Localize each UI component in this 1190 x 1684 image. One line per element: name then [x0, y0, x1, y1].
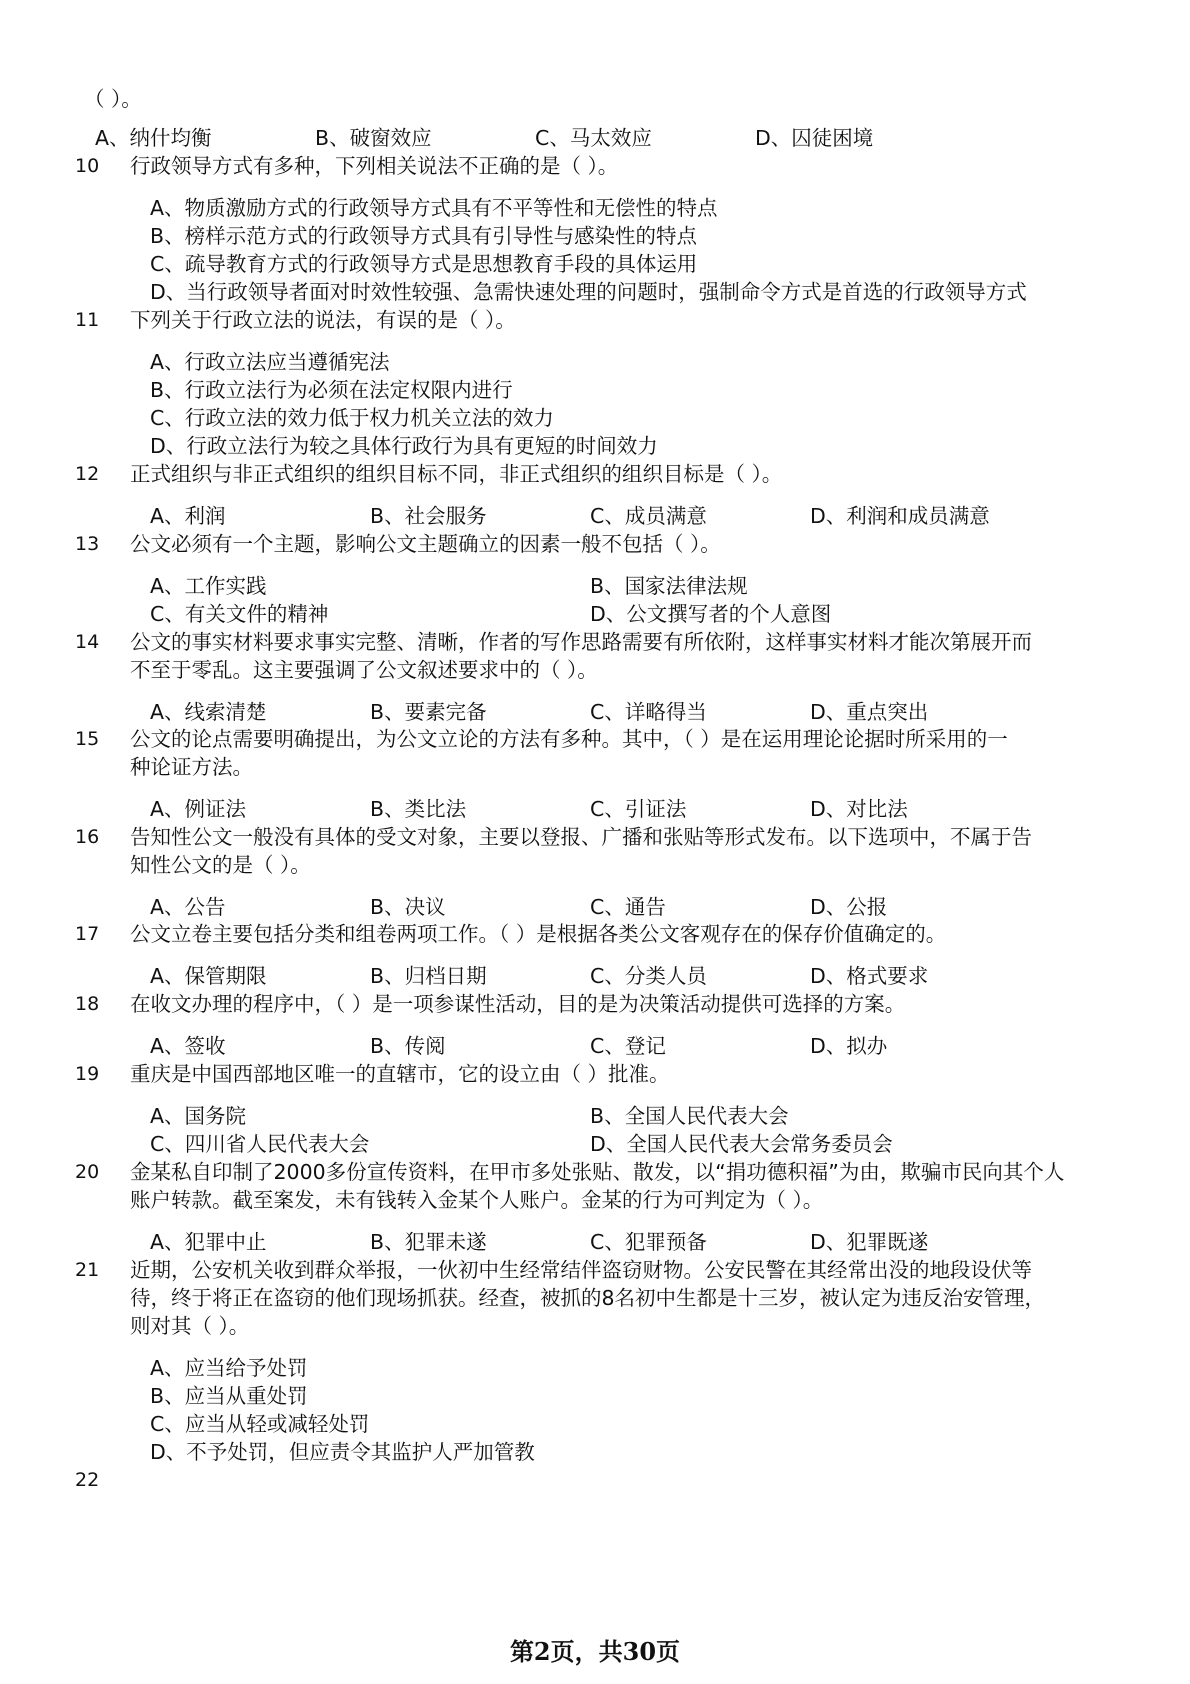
question-16-number: 16: [75, 826, 100, 848]
question-22-number: 22: [75, 1469, 100, 1491]
question-14-option-c: C、详略得当: [590, 700, 707, 724]
question-16-option-d: D、公报: [810, 895, 888, 919]
question-18-option-a: A、签收: [150, 1034, 226, 1058]
question-18-option-d: D、拟办: [810, 1034, 888, 1058]
question-9-option-c: C、马太效应: [535, 126, 652, 150]
question-21-stem-line-3: 则对其（ ）。: [130, 1314, 250, 1338]
question-13-option-a: A、工作实践: [150, 574, 267, 598]
question-19-option-a: A、国务院: [150, 1104, 247, 1128]
question-12-option-a: A、利润: [150, 504, 226, 528]
question-17-stem: 公文立卷主要包括分类和组卷两项工作。（ ）是根据各类公文客观存在的保存价值确定的。: [130, 922, 947, 946]
question-18-option-c: C、登记: [590, 1034, 666, 1058]
question-16-stem-line-2: 知性公文的是（ ）。: [130, 853, 311, 877]
question-10-stem: 行政领导方式有多种，下列相关说法不正确的是（ ）。: [130, 154, 619, 178]
question-17-option-c: C、分类人员: [590, 964, 707, 988]
question-12-option-b: B、社会服务: [370, 504, 487, 528]
question-14-option-b: B、要素完备: [370, 700, 487, 724]
question-12-number: 12: [75, 463, 100, 485]
question-10-option-c: C、疏导教育方式的行政领导方式是思想教育手段的具体运用: [150, 252, 698, 276]
question-14-number: 14: [75, 631, 100, 653]
question-21-option-a: A、应当给予处罚: [150, 1356, 308, 1380]
question-17-option-d: D、格式要求: [810, 964, 929, 988]
question-10-option-d: D、当行政领导者面对时效性较强、急需快速处理的问题时，强制命令方式是首选的行政领导方式: [150, 280, 1027, 304]
question-18-option-b: B、传阅: [370, 1034, 446, 1058]
question-12-option-c: C、成员满意: [590, 504, 707, 528]
question-20-option-c: C、犯罪预备: [590, 1230, 707, 1254]
question-10-number: 10: [75, 155, 100, 177]
question-11-option-d: D、行政立法行为较之具体行政行为具有更短的时间效力: [150, 434, 658, 458]
question-13-number: 13: [75, 533, 100, 555]
question-18-number: 18: [75, 993, 100, 1015]
question-17-number: 17: [75, 923, 100, 945]
question-19-option-d: D、全国人民代表大会常务委员会: [590, 1132, 893, 1156]
question-20-option-d: D、犯罪既遂: [810, 1230, 929, 1254]
question-14-option-a: A、线索清楚: [150, 700, 267, 724]
question-15-option-d: D、对比法: [810, 797, 908, 821]
question-21-stem-line-1: 近期，公安机关收到群众举报，一伙初中生经常结伴盗窃财物。公安民警在其经常出没的地段设伏等: [130, 1258, 1032, 1282]
question-13-stem: 公文必须有一个主题，影响公文主题确立的因素一般不包括（ ）。: [130, 532, 721, 556]
question-21-option-b: B、应当从重处罚: [150, 1384, 308, 1408]
question-14-option-d: D、重点突出: [810, 700, 929, 724]
question-15-stem-line-2: 种论证方法。: [130, 755, 253, 779]
question-21-stem-line-2: 待，终于将正在盗窃的他们现场抓获。经查，被抓的8名初中生都是十三岁，被认定为违反治安管理，: [130, 1286, 1046, 1310]
question-14-stem-line-2: 不至于零乱。这主要强调了公文叙述要求中的（ ）。: [130, 658, 598, 682]
question-11-number: 11: [75, 309, 100, 331]
question-11-option-c: C、行政立法的效力低于权力机关立法的效力: [150, 406, 554, 430]
question-17-option-b: B、归档日期: [370, 964, 487, 988]
question-10-option-b: B、榜样示范方式的行政领导方式具有引导性与感染性的特点: [150, 224, 698, 248]
question-13-option-d: D、公文撰写者的个人意图: [590, 602, 832, 626]
question-10-option-a: A、物质激励方式的行政领导方式具有不平等性和无偿性的特点: [150, 196, 718, 220]
question-11-option-a: A、行政立法应当遵循宪法: [150, 350, 390, 374]
question-18-stem: 在收文办理的程序中，（ ）是一项参谋性活动，目的是为决策活动提供可选择的方案。: [130, 992, 906, 1016]
question-19-stem: 重庆是中国西部地区唯一的直辖市，它的设立由（ ）批准。: [130, 1062, 670, 1086]
question-20-option-b: B、犯罪未遂: [370, 1230, 487, 1254]
question-20-stem-line-2: 账户转款。截至案发，未有钱转入金某个人账户。金某的行为可判定为（ ）。: [130, 1188, 824, 1212]
question-11-stem: 下列关于行政立法的说法，有误的是（ ）。: [130, 308, 516, 332]
question-17-option-a: A、保管期限: [150, 964, 267, 988]
question-21-option-d: D、不予处罚，但应责令其监护人严加管教: [150, 1440, 535, 1464]
question-15-option-a: A、例证法: [150, 797, 247, 821]
question-9-option-a: A、纳什均衡: [95, 126, 212, 150]
question-20-stem-line-1: 金某私自印制了2000多份宣传资料，在甲市多处张贴、散发，以“捐功德积福”为由，欺骗市民向其个人: [130, 1160, 1065, 1184]
question-16-option-c: C、通告: [590, 895, 666, 919]
question-20-option-a: A、犯罪中止: [150, 1230, 267, 1254]
question-13-option-b: B、国家法律法规: [590, 574, 748, 598]
question-16-option-b: B、决议: [370, 895, 446, 919]
question-13-option-c: C、有关文件的精神: [150, 602, 329, 626]
question-19-option-b: B、全国人民代表大会: [590, 1104, 789, 1128]
question-15-option-c: C、引证法: [590, 797, 687, 821]
question-11-option-b: B、行政立法行为必须在法定权限内进行: [150, 378, 513, 402]
question-14-stem-line-1: 公文的事实材料要求事实完整、清晰，作者的写作思路需要有所依附，这样事实材料才能次第展开而: [130, 630, 1032, 654]
question-16-option-a: A、公告: [150, 895, 226, 919]
question-12-option-d: D、利润和成员满意: [810, 504, 990, 528]
question-12-stem: 正式组织与非正式组织的组织目标不同，非正式组织的组织目标是（ ）。: [130, 462, 783, 486]
question-21-number: 21: [75, 1259, 100, 1281]
question-16-stem-line-1: 告知性公文一般没有具体的受文对象，主要以登报、广播和张贴等形式发布。以下选项中，不属于告: [130, 825, 1032, 849]
question-15-number: 15: [75, 728, 100, 750]
question-15-stem-line-1: 公文的论点需要明确提出，为公文立论的方法有多种。其中，（ ）是在运用理论论据时所采用的一: [130, 727, 1008, 751]
question-21-option-c: C、应当从轻或减轻处罚: [150, 1412, 370, 1436]
question-15-option-b: B、类比法: [370, 797, 467, 821]
question-9-option-b: B、破窗效应: [315, 126, 432, 150]
question-20-number: 20: [75, 1161, 100, 1183]
question-19-option-c: C、四川省人民代表大会: [150, 1132, 370, 1156]
question-9-option-d: D、囚徒困境: [755, 126, 874, 150]
page-footer: 第2页，共30页: [509, 1637, 681, 1666]
question-9-stem-tail: （ ）。: [84, 87, 142, 111]
question-19-number: 19: [75, 1063, 100, 1085]
